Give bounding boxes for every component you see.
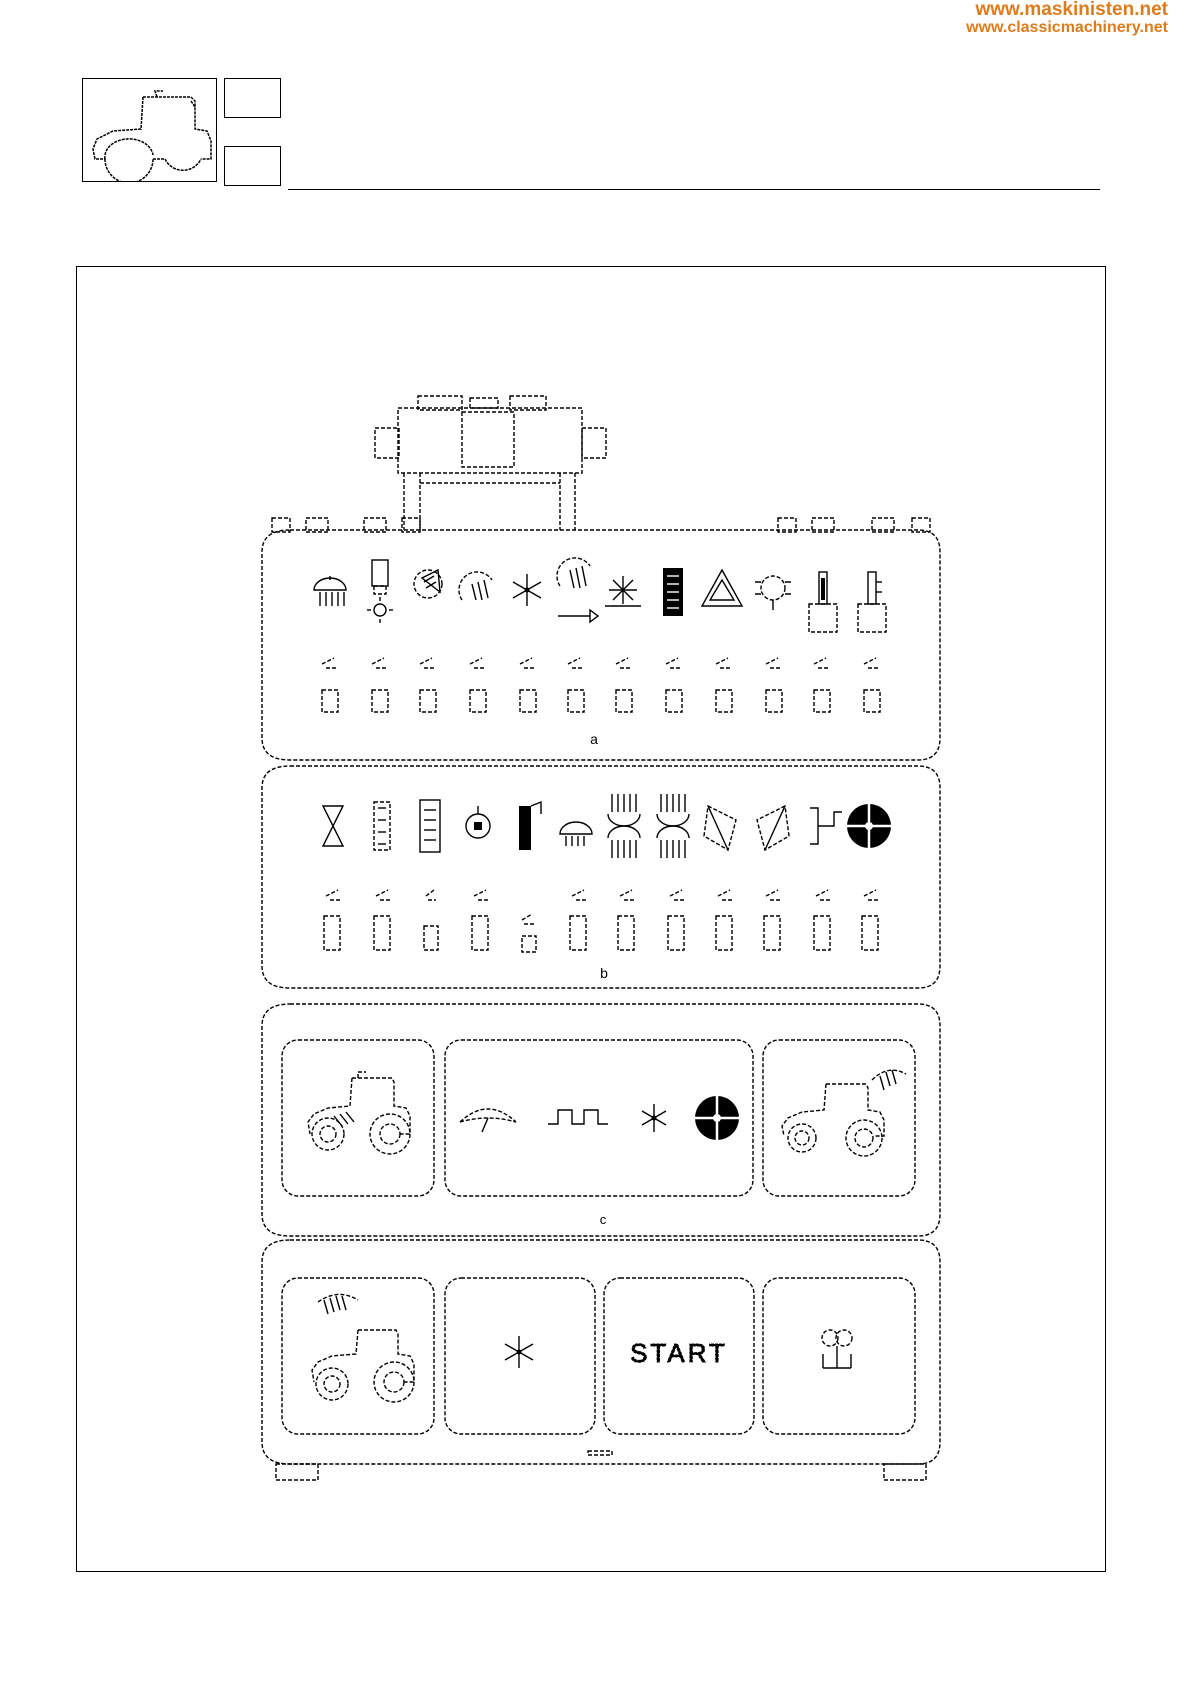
wiper-icon xyxy=(314,576,346,606)
flasher-icon xyxy=(605,576,641,606)
panel-row-2 xyxy=(262,766,940,988)
fan-disc-icon xyxy=(695,1096,739,1140)
row3-right-tile xyxy=(763,1040,915,1196)
row2-label: b xyxy=(600,965,608,981)
row3-left-tile xyxy=(282,1040,434,1196)
step-icon xyxy=(810,808,842,844)
row1-label: a xyxy=(590,731,598,747)
tractor-washer-icon xyxy=(312,1294,414,1402)
row4-tile-4 xyxy=(763,1278,915,1434)
fan-icon xyxy=(505,1336,533,1368)
trailer-brake-icon xyxy=(755,576,791,610)
row4-tile-1 xyxy=(282,1278,434,1434)
row2-icons xyxy=(323,794,891,858)
pulse-icon xyxy=(548,1110,608,1124)
beacon-left-icon xyxy=(704,806,736,850)
row1-pin-marks xyxy=(322,658,878,668)
fan-icon xyxy=(642,1104,666,1132)
fan-icon xyxy=(513,574,541,606)
beacon-right-icon xyxy=(757,806,789,850)
wiper-icon xyxy=(560,822,592,846)
fuel-gauge-icon xyxy=(809,572,837,632)
panel-row-1 xyxy=(262,530,940,760)
alternator-icon xyxy=(466,806,490,838)
glow-plug-icon xyxy=(822,1330,852,1368)
front-rear-washer-icon xyxy=(657,794,689,858)
engine-icon xyxy=(519,802,541,850)
panel-row-3 xyxy=(262,1004,940,1236)
fuel-filter-icon xyxy=(858,572,886,632)
row2-pin-marks xyxy=(326,890,878,924)
washer-arrow-icon xyxy=(557,558,598,622)
service-icon xyxy=(663,568,683,616)
start-label: START xyxy=(630,1338,728,1368)
row4-label-mark xyxy=(588,1451,612,1455)
connector-housing xyxy=(375,396,606,530)
fan-disc-icon xyxy=(847,804,891,848)
panel-row-4 xyxy=(262,1240,940,1464)
hazard-icon xyxy=(702,570,742,606)
tractor-rear-icon xyxy=(782,1070,906,1156)
rear-work-light-icon xyxy=(414,570,442,598)
row4-tile-2 xyxy=(445,1278,595,1434)
stop-icon xyxy=(374,802,390,850)
tractor-front-icon xyxy=(308,1072,410,1154)
row3-label: c xyxy=(599,1212,607,1227)
watermark-url-1[interactable]: www.maskinisten.net xyxy=(975,0,1168,20)
row2-pin-numbers xyxy=(324,916,878,952)
front-rear-wiper-icon xyxy=(608,794,640,858)
row1-pin-numbers xyxy=(322,690,880,712)
hourglass-icon xyxy=(323,806,343,846)
row1-icons xyxy=(314,558,886,632)
bottom-feet xyxy=(276,1464,926,1480)
work-light-icon xyxy=(367,560,393,623)
front-wiper-icon xyxy=(459,572,492,600)
wiper-arc-icon xyxy=(460,1109,516,1132)
service-block-icon xyxy=(420,800,440,852)
watermark-url-2[interactable]: www.classicmachinery.net xyxy=(966,18,1168,36)
